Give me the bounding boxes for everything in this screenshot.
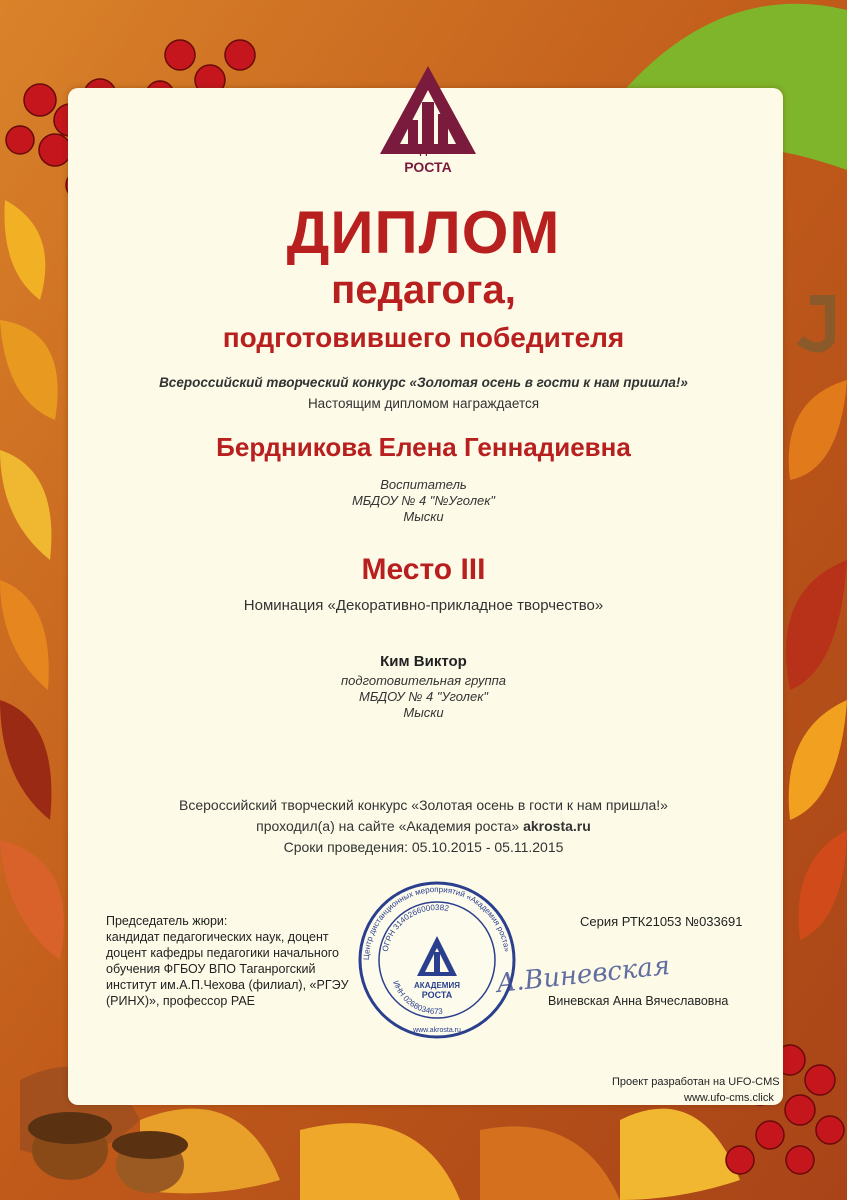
diploma-subtitle: педагога, (331, 268, 516, 312)
academy-logo-icon (372, 62, 484, 158)
place-award: Место III (361, 553, 486, 586)
diploma-title: ДИПЛОМ (286, 199, 561, 266)
svg-text:АКАДЕМИЯ: АКАДЕМИЯ (414, 981, 460, 990)
footer-site-line: проходил(а) на сайте «Академия роста» akrosta.ru (256, 818, 591, 834)
teacher-city: Мыски (403, 509, 444, 524)
student-name: Ким Виктор (380, 653, 467, 670)
student-org: МБДОУ № 4 "Уголек" (358, 689, 489, 704)
teacher-org: МБДОУ № 4 "№Уголек" (351, 493, 496, 508)
nomination: Номинация «Декоративно-прикладное творчество» (243, 597, 604, 614)
logo-line1: АКАДЕМИЯ (397, 145, 459, 157)
series-number: Серия РТК21053 №033691 (580, 914, 743, 929)
svg-text:Центр дистанционных мероприяти: Центр дистанционных мероприятий «Академия роста» (361, 884, 512, 961)
award-text: Настоящим дипломом награждается (307, 396, 540, 411)
chairman-line: доцент кафедры педагогики начального (106, 946, 340, 960)
student-group: подготовительная группа (341, 673, 506, 688)
teacher-position: Воспитатель (380, 477, 467, 492)
footer-contest: Всероссийский творческий конкурс «Золотая осень в гости к нам пришла!» (179, 797, 668, 813)
signatory-name: Виневская Анна Вячеславовна (548, 994, 729, 1008)
svg-text:ИНН 0268034673: ИНН 0268034673 (391, 979, 444, 1017)
chairman-line: институт им.А.П.Чехова (филиал), «РГЭУ (106, 978, 349, 992)
signature: А.Виневская (494, 950, 672, 1000)
chairman-line: обучения ФГБОУ ВПО Таганрогский (106, 962, 316, 976)
project-credit: Проект разработан на UFO-CMS (612, 1076, 780, 1088)
svg-text:РОСТА: РОСТА (421, 990, 453, 1000)
teacher-name: Бердникова Елена Геннадиевна (216, 432, 631, 462)
svg-text:ОГРН 3140266000382: ОГРН 3140266000382 (380, 902, 450, 953)
diploma-subtitle-2: подготовившего победителя (222, 322, 625, 353)
logo-line2: РОСТА (404, 159, 452, 175)
stamp-icon (357, 880, 517, 1040)
svg-text:www.akrosta.ru: www.akrosta.ru (413, 1027, 461, 1034)
chairman-line: кандидат педагогических наук, доцент (106, 930, 329, 944)
chairman-line: Председатель жюри: (106, 914, 228, 928)
student-city: Мыски (403, 705, 444, 720)
site-link[interactable]: akrosta.ru (523, 818, 591, 834)
footer-dates: Сроки проведения: 05.10.2015 - 05.11.2015 (283, 839, 564, 855)
contest-name: Всероссийский творческий конкурс «Золотая осень в гости к нам пришла!» (159, 375, 688, 390)
project-link[interactable]: www.ufo-cms.click (684, 1092, 774, 1104)
chairman-line: (РИНХ)», профессор РАЕ (106, 994, 256, 1008)
